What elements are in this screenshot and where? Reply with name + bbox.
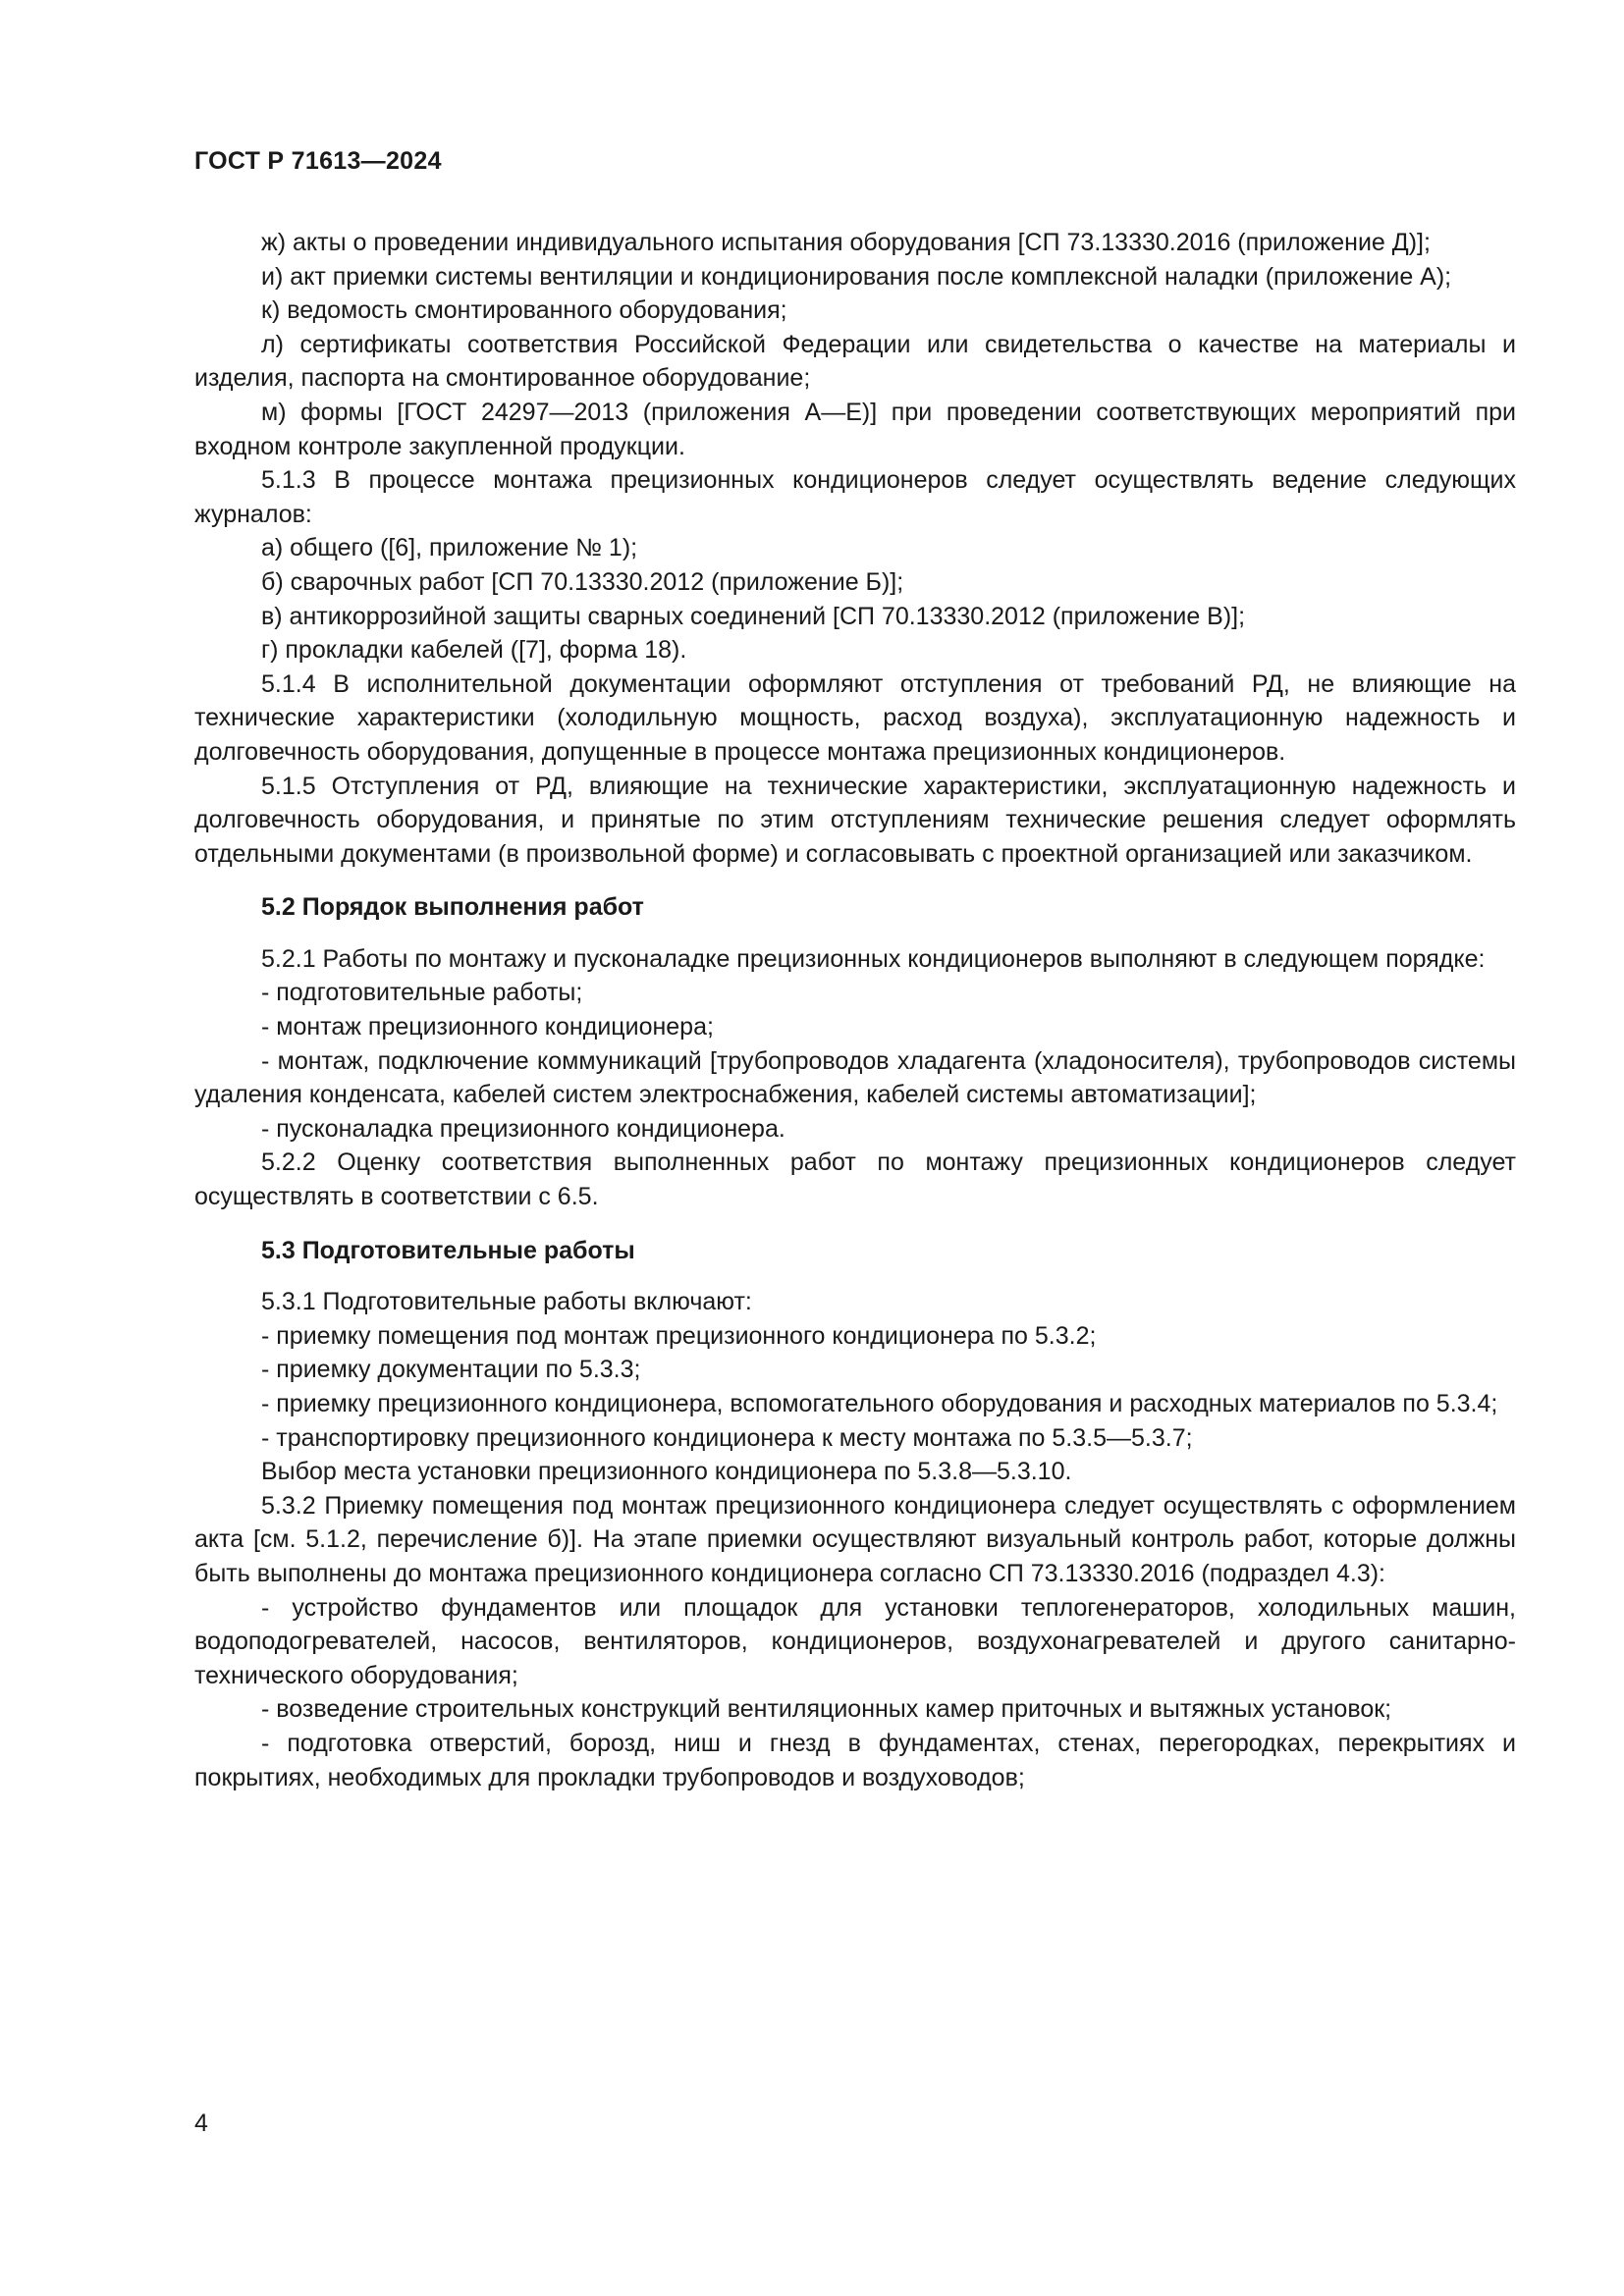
list-item-g: г) прокладки кабелей ([7], форма 18). (261, 636, 687, 665)
clause-5-2-1: 5.2.1 Работы по монтажу и пусконаладке прецизионных кондиционеров выполняют в следующем порядке: (261, 944, 1486, 973)
clause-5-1-5: 5.1.5 Отступления от РД, влияющие на технические характеристики, эксплуатационную надежность и долговечность оборудования, и принятые по этим отступлениям технические решения следует оформлять отдельными документами (в произвольной форме) и согласовывать с проектной организацией или заказчиком. (194, 772, 1516, 868)
list-item: - устройство фундаментов или площадок для установки теплогенераторов, холодильных машин, водоподогревателей, насосов, вентиляторов, кондиционеров, воздухонагревателей и другого санитарно-технического оборудования; (194, 1593, 1516, 1689)
clause-5-3-2: 5.3.2 Приемку помещения под монтаж прецизионного кондиционера следует осуществлять с оформлением акта [см. 5.1.2, перечисление б)]. На этапе приемки осуществляют визуальный контроль работ, которые должны быть выполнены до монтажа прецизионного кондиционера согласно СП 73.13330.2016 (подраздел 4.3): (194, 1491, 1516, 1587)
clause-5-1-3: 5.1.3 В процессе монтажа прецизионных кондиционеров следует осуществлять ведение следующих журналов: (194, 466, 1516, 528)
paragraph: Выбор места установки прецизионного кондиционера по 5.3.8—5.3.10. (261, 1458, 1072, 1486)
list-item-v: в) антикоррозийной защиты сварных соединений [СП 70.13330.2012 (приложение В)]; (261, 602, 1246, 630)
list-item: - монтаж, подключение коммуникаций [трубопроводов хладагента (хладоносителя), трубопроводов системы удаления конденсата, кабелей систем электроснабжения, кабелей системы автоматизации]; (194, 1046, 1516, 1109)
list-item-l: л) сертификаты соответствия Российской Федерации или свидетельства о качестве на материалы и изделия, паспорта на смонтированное оборудование; (194, 330, 1516, 393)
list-item-zh: ж) акты о проведении индивидуального испытания оборудования [СП 73.13330.2016 (приложение Д)]; (261, 229, 1431, 256)
list-item-b: б) сварочных работ [СП 70.13330.2012 (приложение Б)]; (261, 567, 904, 596)
page-number: 4 (194, 2109, 208, 2137)
list-item: - подготовка отверстий, борозд, ниш и гнезд в фундаментах, стенах, перегородках, перекрытиях и покрытиях, необходимых для прокладки трубопроводов и воздуховодов; (194, 1729, 1516, 1791)
list-item-a: а) общего ([6], приложение № 1); (261, 534, 638, 562)
list-item-i: и) акт приемки системы вентиляции и кондиционирования после комплексной наладки (приложение А); (261, 262, 1452, 291)
section-heading-5-3: 5.3 Подготовительные работы (261, 1236, 635, 1264)
clause-5-3-1: 5.3.1 Подготовительные работы включают: (261, 1288, 752, 1316)
list-item: - приемку прецизионного кондиционера, вспомогательного оборудования и расходных материалов по 5.3.4; (261, 1390, 1498, 1417)
document-header: ГОСТ Р 71613—2024 (194, 147, 442, 175)
list-item-m: м) формы [ГОСТ 24297—2013 (приложения А—Е)] при проведении соответствующих мероприятий при входном контроле закупленной продукции. (194, 398, 1516, 460)
list-item: - возведение строительных конструкций вентиляционных камер приточных и вытяжных установок; (261, 1695, 1392, 1724)
list-item: - приемку документации по 5.3.3; (261, 1356, 641, 1384)
list-item-k: к) ведомость смонтированного оборудования; (261, 296, 787, 325)
list-item: - подготовительные работы; (261, 979, 583, 1007)
clause-5-1-4: 5.1.4 В исполнительной документации оформляют отступления от требований РД, не влияющие на технические характеристики (холодильную мощность, расход воздуха), эксплуатационную надежность и долговечность оборудования, допущенные в процессе монтажа прецизионных кондиционеров. (194, 669, 1516, 766)
clause-5-2-2: 5.2.2 Оценку соответствия выполненных работ по монтажу прецизионных кондиционеров следует осуществлять в соответствии с 6.5. (194, 1148, 1516, 1211)
section-heading-5-2: 5.2 Порядок выполнения работ (261, 893, 644, 922)
list-item: - пусконаладка прецизионного кондиционера. (261, 1114, 785, 1143)
list-item: - транспортировку прецизионного кондиционера к месту монтажа по 5.3.5—5.3.7; (261, 1423, 1193, 1452)
list-item: - приемку помещения под монтаж прецизионного кондиционера по 5.3.2; (261, 1321, 1097, 1350)
document-body (194, 226, 1516, 1794)
list-item: - монтаж прецизионного кондиционера; (261, 1013, 714, 1041)
